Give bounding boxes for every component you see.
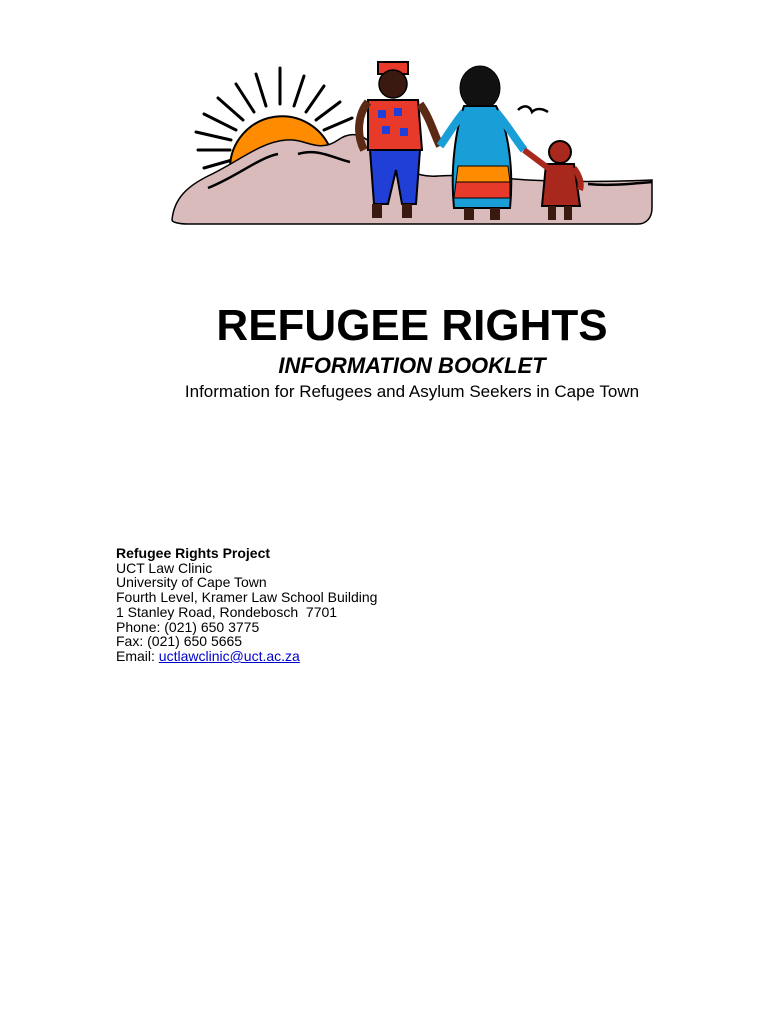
family-sunrise-illustration <box>168 58 656 228</box>
phone-number: Phone: (021) 650 3775 <box>116 618 260 635</box>
building-address: Fourth Level, Kramer Law School Building <box>116 589 378 606</box>
street-address: 1 Stanley Road, Rondebosch 7701 <box>116 603 338 620</box>
email-line <box>116 649 377 664</box>
email-label: Email: <box>116 647 159 664</box>
fax-number: Fax: (021) 650 5665 <box>116 633 243 650</box>
page-subtitle: INFORMATION BOOKLET <box>278 353 546 378</box>
page-tagline: Information for Refugees and Asylum Seekers in Cape Town <box>184 382 640 401</box>
university-name: University of Cape Town <box>116 574 267 591</box>
woman-figure <box>440 66 524 220</box>
contact-block <box>116 546 377 664</box>
organization-name: Refugee Rights Project <box>116 545 271 561</box>
bird <box>518 106 548 112</box>
page-title: REFUGEE RIGHTS <box>216 301 608 350</box>
email-link[interactable]: uctlawclinic@uct.ac.za <box>158 647 300 664</box>
clinic-name: UCT Law Clinic <box>116 559 213 576</box>
